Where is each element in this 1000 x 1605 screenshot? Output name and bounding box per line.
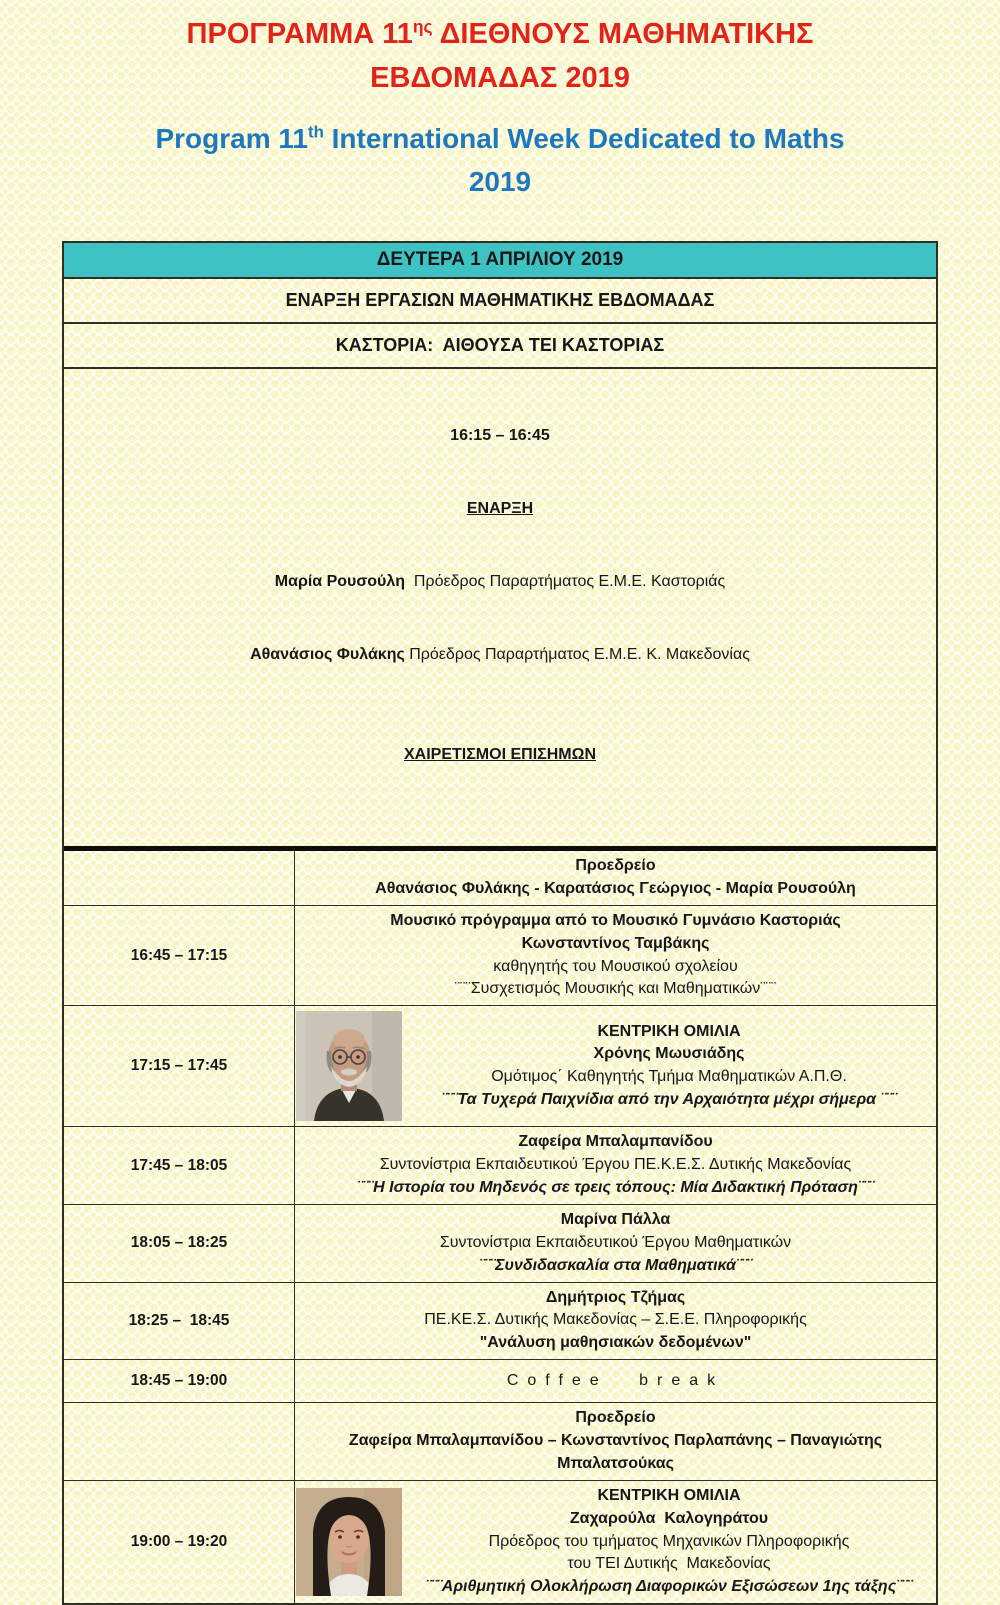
content-line: ¨¨¨Συνδιδασκαλία στα Μαθηματικά¨¨¨ bbox=[479, 1256, 752, 1274]
session-lines bbox=[295, 1403, 936, 1480]
content-line: Κωνσταντίνος Ταμβάκης bbox=[521, 934, 710, 952]
schedule-row bbox=[64, 1360, 936, 1403]
opening-person bbox=[74, 643, 926, 667]
female-speaker-portrait bbox=[296, 1488, 402, 1596]
content-line: ¨¨¨Τα Τυχερά Παιχνίδια από την Αρχαιότητα μέχρι σήμερα ¨¨¨ bbox=[441, 1091, 897, 1109]
session-time: 18:25 – 18:45 bbox=[64, 1283, 295, 1360]
content-line: Ζαφείρα Μπαλαμπανίδου bbox=[518, 1133, 713, 1151]
session-time: 18:45 – 19:00 bbox=[64, 1360, 295, 1402]
schedule-row bbox=[64, 1481, 936, 1603]
schedule-table bbox=[62, 241, 938, 1605]
session-time: 16:45 – 17:15 bbox=[64, 906, 295, 1006]
session-content bbox=[295, 1127, 936, 1204]
content-line: Δημήτριος Τζήμας bbox=[545, 1288, 686, 1306]
session-time: 18:05 – 18:25 bbox=[64, 1205, 295, 1282]
session-content bbox=[295, 1283, 936, 1360]
female-speaker-photo bbox=[295, 1483, 402, 1601]
content-line: ¨¨¨Η Ιστορία του Μηδενός σε τρεις τόπους: Μία Διδακτική Πρόταση¨¨¨ bbox=[357, 1179, 874, 1197]
session-content bbox=[295, 1481, 936, 1603]
content-line: Αθανάσιος Φυλάκης - Καρατάσιος Γεώργιος - Μαρία Ρουσούλη bbox=[375, 879, 856, 897]
session-lines bbox=[295, 1283, 936, 1360]
session-time: 19:00 – 19:20 bbox=[64, 1481, 295, 1603]
schedule-row bbox=[64, 1006, 936, 1127]
content-line: καθηγητής του Μουσικού σχολείου bbox=[493, 957, 738, 975]
session-time bbox=[64, 1403, 295, 1480]
title-english-text: Program 11 bbox=[155, 123, 308, 154]
content-line: Πρόεδρος του τμήματος Μηχανικών Πληροφορικής bbox=[488, 1532, 850, 1550]
person-role: Πρόεδρος Παραρτήματος Ε.Μ.Ε. Καστοριάς bbox=[405, 573, 726, 591]
session-content bbox=[295, 1006, 936, 1126]
content-line: Συντονίστρια Εκπαιδευτικού Έργου Μαθηματικών bbox=[439, 1233, 792, 1251]
content-line: ΚΕΝΤΡΙΚΗ ΟΜΙΛΙΑ bbox=[597, 1022, 741, 1040]
opening-time: 16:15 – 16:45 bbox=[450, 427, 550, 445]
person-role: Πρόεδρος Παραρτήματος Ε.Μ.Ε. Κ. Μακεδονίας bbox=[404, 646, 750, 664]
session-content bbox=[295, 906, 936, 1006]
content-line: Χρόνης Μωυσιάδης bbox=[593, 1045, 745, 1063]
event-title-row: ΕΝΑΡΞΗ ΕΡΓΑΣΙΩΝ ΜΑΘΗΜΑΤΙΚΗΣ ΕΒΔΟΜΑΔΑΣ bbox=[64, 279, 936, 324]
page-title-greek bbox=[150, 13, 850, 100]
session-content bbox=[295, 1403, 936, 1480]
opening-heading: ΕΝΑΡΞΗ bbox=[466, 500, 534, 518]
content-line: Προεδρείο bbox=[575, 1409, 656, 1427]
document-page bbox=[0, 13, 1000, 1596]
content-line: "Ανάλυση μαθησιακών δεδομένων" bbox=[479, 1334, 752, 1352]
content-line: του ΤΕΙ Δυτικής Μακεδονίας bbox=[567, 1555, 771, 1573]
title-greek-text-rest: ΔΙΕΘΝΟΥΣ ΜΑΘΗΜΑΤΙΚΗΣ ΕΒΔΟΜΑΔΑΣ 2019 bbox=[370, 18, 814, 94]
content-line: ΠΕ.ΚΕ.Σ. Δυτικής Μακεδονίας – Σ.Ε.Ε. Πληροφορικής bbox=[424, 1311, 807, 1329]
session-lines bbox=[402, 1481, 936, 1603]
content-line: Μαρίνα Πάλλα bbox=[560, 1210, 671, 1228]
content-line: Ζαφείρα Μπαλαμπανίδου – Κωνσταντίνος Παρλαπάνης – Παναγιώτης Μπαλατσούκας bbox=[348, 1432, 887, 1472]
content-line: ¨¨¨Αριθμητική Ολοκλήρωση Διαφορικών Εξισώσεων 1ης τάξης¨¨¨ bbox=[425, 1578, 913, 1596]
content-line: Coffee break bbox=[506, 1371, 725, 1389]
session-time bbox=[64, 851, 295, 905]
content-line: Ζαχαρούλα Καλογηράτου bbox=[569, 1509, 769, 1527]
schedule-row bbox=[64, 851, 936, 906]
day-header-row: ΔΕΥΤΕΡΑ 1 ΑΠΡΙΛΙΟΥ 2019 bbox=[64, 243, 936, 279]
title-greek-ordinal: ης bbox=[412, 16, 433, 37]
schedule-row bbox=[64, 1283, 936, 1361]
venue-row: ΚΑΣΤΟΡΙΑ: ΑΙΘΟΥΣΑ ΤΕΙ ΚΑΣΤΟΡΙΑΣ bbox=[64, 324, 936, 369]
schedule-row bbox=[64, 1127, 936, 1205]
schedule-row bbox=[64, 1205, 936, 1283]
title-greek-text: ΠΡΟΓΡΑΜΜΑ 11 bbox=[186, 18, 413, 50]
session-time: 17:45 – 18:05 bbox=[64, 1127, 295, 1204]
male-speaker-portrait bbox=[296, 1011, 402, 1121]
page-title-english bbox=[150, 117, 850, 204]
title-english-text-rest: International Week Dedicated to Maths 2019 bbox=[323, 123, 845, 198]
schedule-row bbox=[64, 1403, 936, 1481]
content-line: Ομότιμος΄ Καθηγητής Τμήμα Μαθηματικών Α.Π.Θ. bbox=[491, 1068, 847, 1086]
session-content bbox=[295, 851, 936, 905]
content-line: ΚΕΝΤΡΙΚΗ ΟΜΙΛΙΑ bbox=[597, 1486, 741, 1504]
title-english-ordinal: th bbox=[307, 122, 324, 142]
session-content bbox=[295, 1360, 936, 1402]
session-lines bbox=[295, 1366, 936, 1397]
content-line: Συντονίστρια Εκπαιδευτικού Έργου ΠΕ.Κ.Ε.Σ. Δυτικής Μακεδονίας bbox=[379, 1156, 852, 1174]
session-time: 17:15 – 17:45 bbox=[64, 1006, 295, 1126]
session-lines bbox=[295, 1205, 936, 1282]
content-line: ¨¨¨Συσχετισμός Μουσικής και Μαθηματικών¨¨¨ bbox=[454, 980, 777, 998]
session-lines bbox=[295, 851, 936, 905]
schedule-rows-container bbox=[64, 851, 936, 1603]
content-line: Μουσικό πρόγραμμα από το Μουσικό Γυμνάσιο Καστοριάς bbox=[390, 911, 841, 929]
person-name: Αθανάσιος Φυλάκης bbox=[250, 646, 405, 664]
session-content bbox=[295, 1205, 936, 1282]
opening-session-row bbox=[64, 369, 936, 851]
schedule-row bbox=[64, 906, 936, 1007]
session-lines bbox=[402, 1017, 936, 1117]
session-lines bbox=[295, 906, 936, 1006]
session-lines bbox=[295, 1127, 936, 1204]
opening-person bbox=[74, 570, 926, 594]
content-line: Προεδρείο bbox=[575, 857, 656, 875]
person-name: Μαρία Ρουσούλη bbox=[274, 573, 406, 591]
male-speaker-photo bbox=[295, 1006, 402, 1126]
greetings-heading: ΧΑΙΡΕΤΙΣΜΟΙ ΕΠΙΣΗΜΩΝ bbox=[403, 746, 597, 764]
